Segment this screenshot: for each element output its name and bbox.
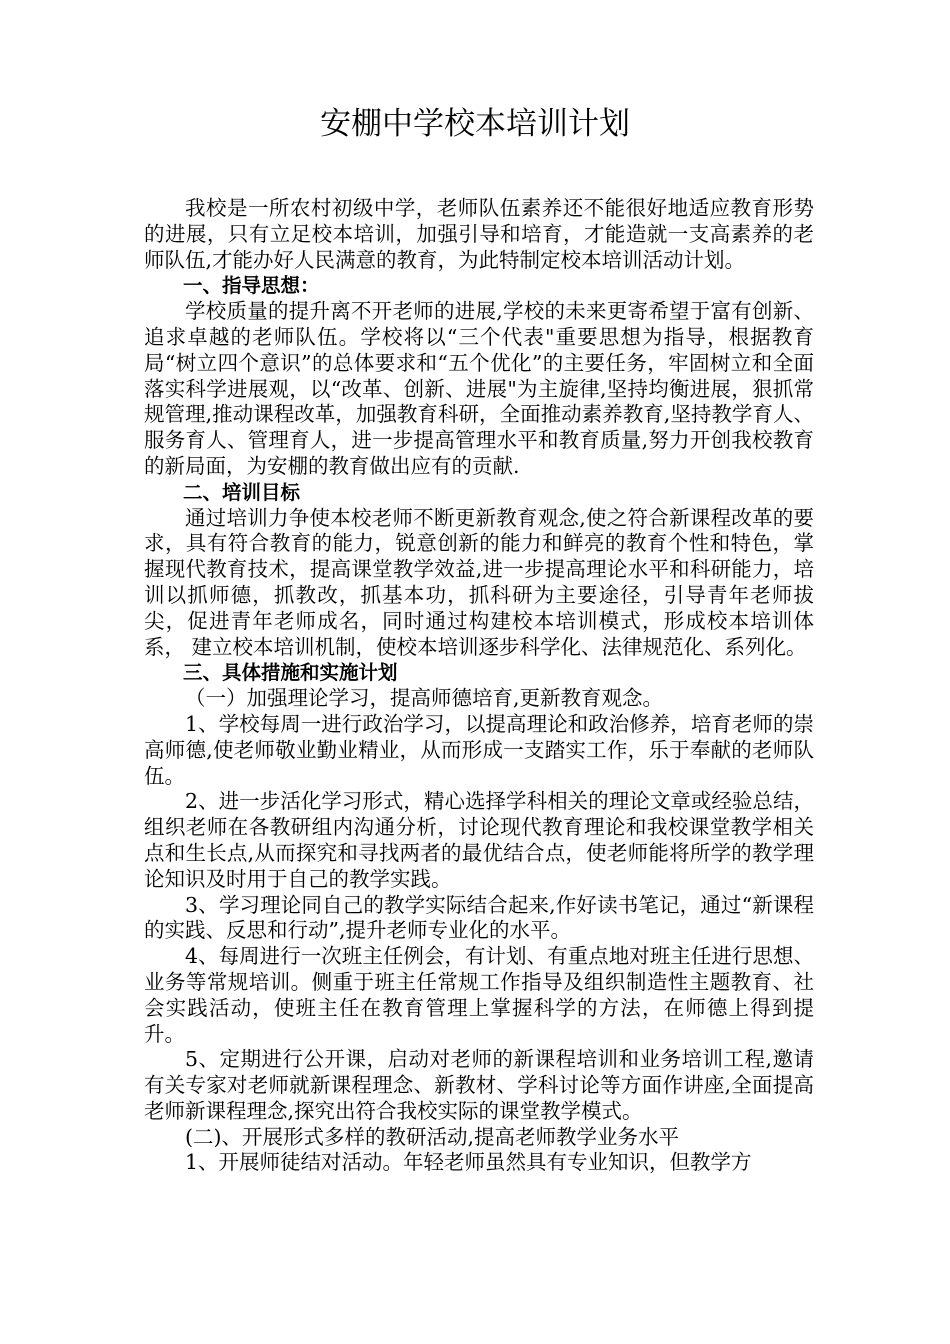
research-item-1: 1、开展师徒结对活动。年轻老师虽然具有专业知识，但教学方 [185, 1150, 752, 1175]
measure-item-3: 3、学习理论同自己的教学实际结合起来,作好读书笔记，通过“新课程的实践、反思和行动”,提升老师专业化的水平。 [144, 892, 814, 943]
measure-item-4: 4、每周进行一次班主任例会，有计划、有重点地对班主任进行思想、业务等常规培训。侧重于班主任常规工作指导及组织制造性主题教育、社会实践活动，使班主任在教育管理上掌握科学的方法，在师德上得到提升。 [144, 944, 814, 1046]
measure-item-1: 1、学校每周一进行政治学习，以提高理论和政治修养，培育老师的崇高师德,使老师敬业勤业精业，从而形成一支踏实工作，乐于奉献的老师队伍。 [144, 711, 814, 788]
paragraph-training-goals: 通过培训力争使本校老师不断更新教育观念,使之符合新课程改革的要求，具有符合教育的能力，锐意创新的能力和鲜亮的教育个性和特色，掌握现代教育技术，提高课堂教学效益,进一步提高理论水平和科研能力，培训以抓师德，抓教改，抓基本功，抓科研为主要途径，引导青年老师拔尖，促进青年老师成名，同时通过构建校本培训模式，形成校本培训体系， 建立校本培训机制，使校本培训逐步科学化、法律规范化、系列化。 [144, 505, 814, 659]
subsection-heading-teaching-research: (二)、开展形式多样的教研活动,提高老师教学业务水平 [185, 1124, 680, 1149]
paragraph-guiding-ideology: 学校质量的提升离不开老师的进展,学校的未来更寄希望于富有创新、追求卓越的老师队伍。学校将以“三个代表"重要思想为指导，根据教育局“树立四个意识”的总体要求和“五个优化”的主要任务，牢固树立和全面落实科学进展观，以“改革、创新、进展"为主旋律,坚持均衡进展，狠抓常规管理,推动课程改革，加强教育科研，全面推动素养教育,坚持教学育人、服务育人、管理育人，进一步提高管理水平和教育质量,努力开创我校教育的新局面，为安棚的教育做出应有的贡献. [144, 299, 814, 478]
intro-paragraph: 我校是一所农村初级中学，老师队伍素养还不能很好地适应教育形势的进展，只有立足校本培训，加强引导和培育，才能造就一支高素养的老师队伍,才能办好人民满意的教育，为此特制定校本培训活动计划。 [144, 196, 814, 272]
measure-item-2: 2、进一步活化学习形式，精心选择学科相关的理论文章或经验总结，组织老师在各教研组内沟通分析，讨论现代教育理论和我校课堂教学相关点和生长点,从而探究和寻找两者的最优结合点，使老师能将所学的教学理论知识及时用于自己的教学实践。 [144, 789, 814, 891]
section-heading-measures: 三、具体措施和实施计划 [183, 661, 398, 685]
subsection-heading-theory-study: （一）加强理论学习，提高师德培育,更新教育观念。 [185, 686, 664, 711]
document-title: 安棚中学校本培训计划 [320, 106, 630, 142]
section-heading-training-goals: 二、培训目标 [183, 480, 301, 504]
section-heading-guiding-ideology: 一、指导思想： [183, 274, 320, 298]
measure-item-5: 5、定期进行公开课，启动对老师的新课程培训和业务培训工程,邀请有关专家对老师就新课程理念、新教材、学科讨论等方面作讲座,全面提高老师新课程理念,探究出符合我校实际的课堂教学模式。 [144, 1047, 814, 1123]
document-body [144, 196, 814, 1176]
